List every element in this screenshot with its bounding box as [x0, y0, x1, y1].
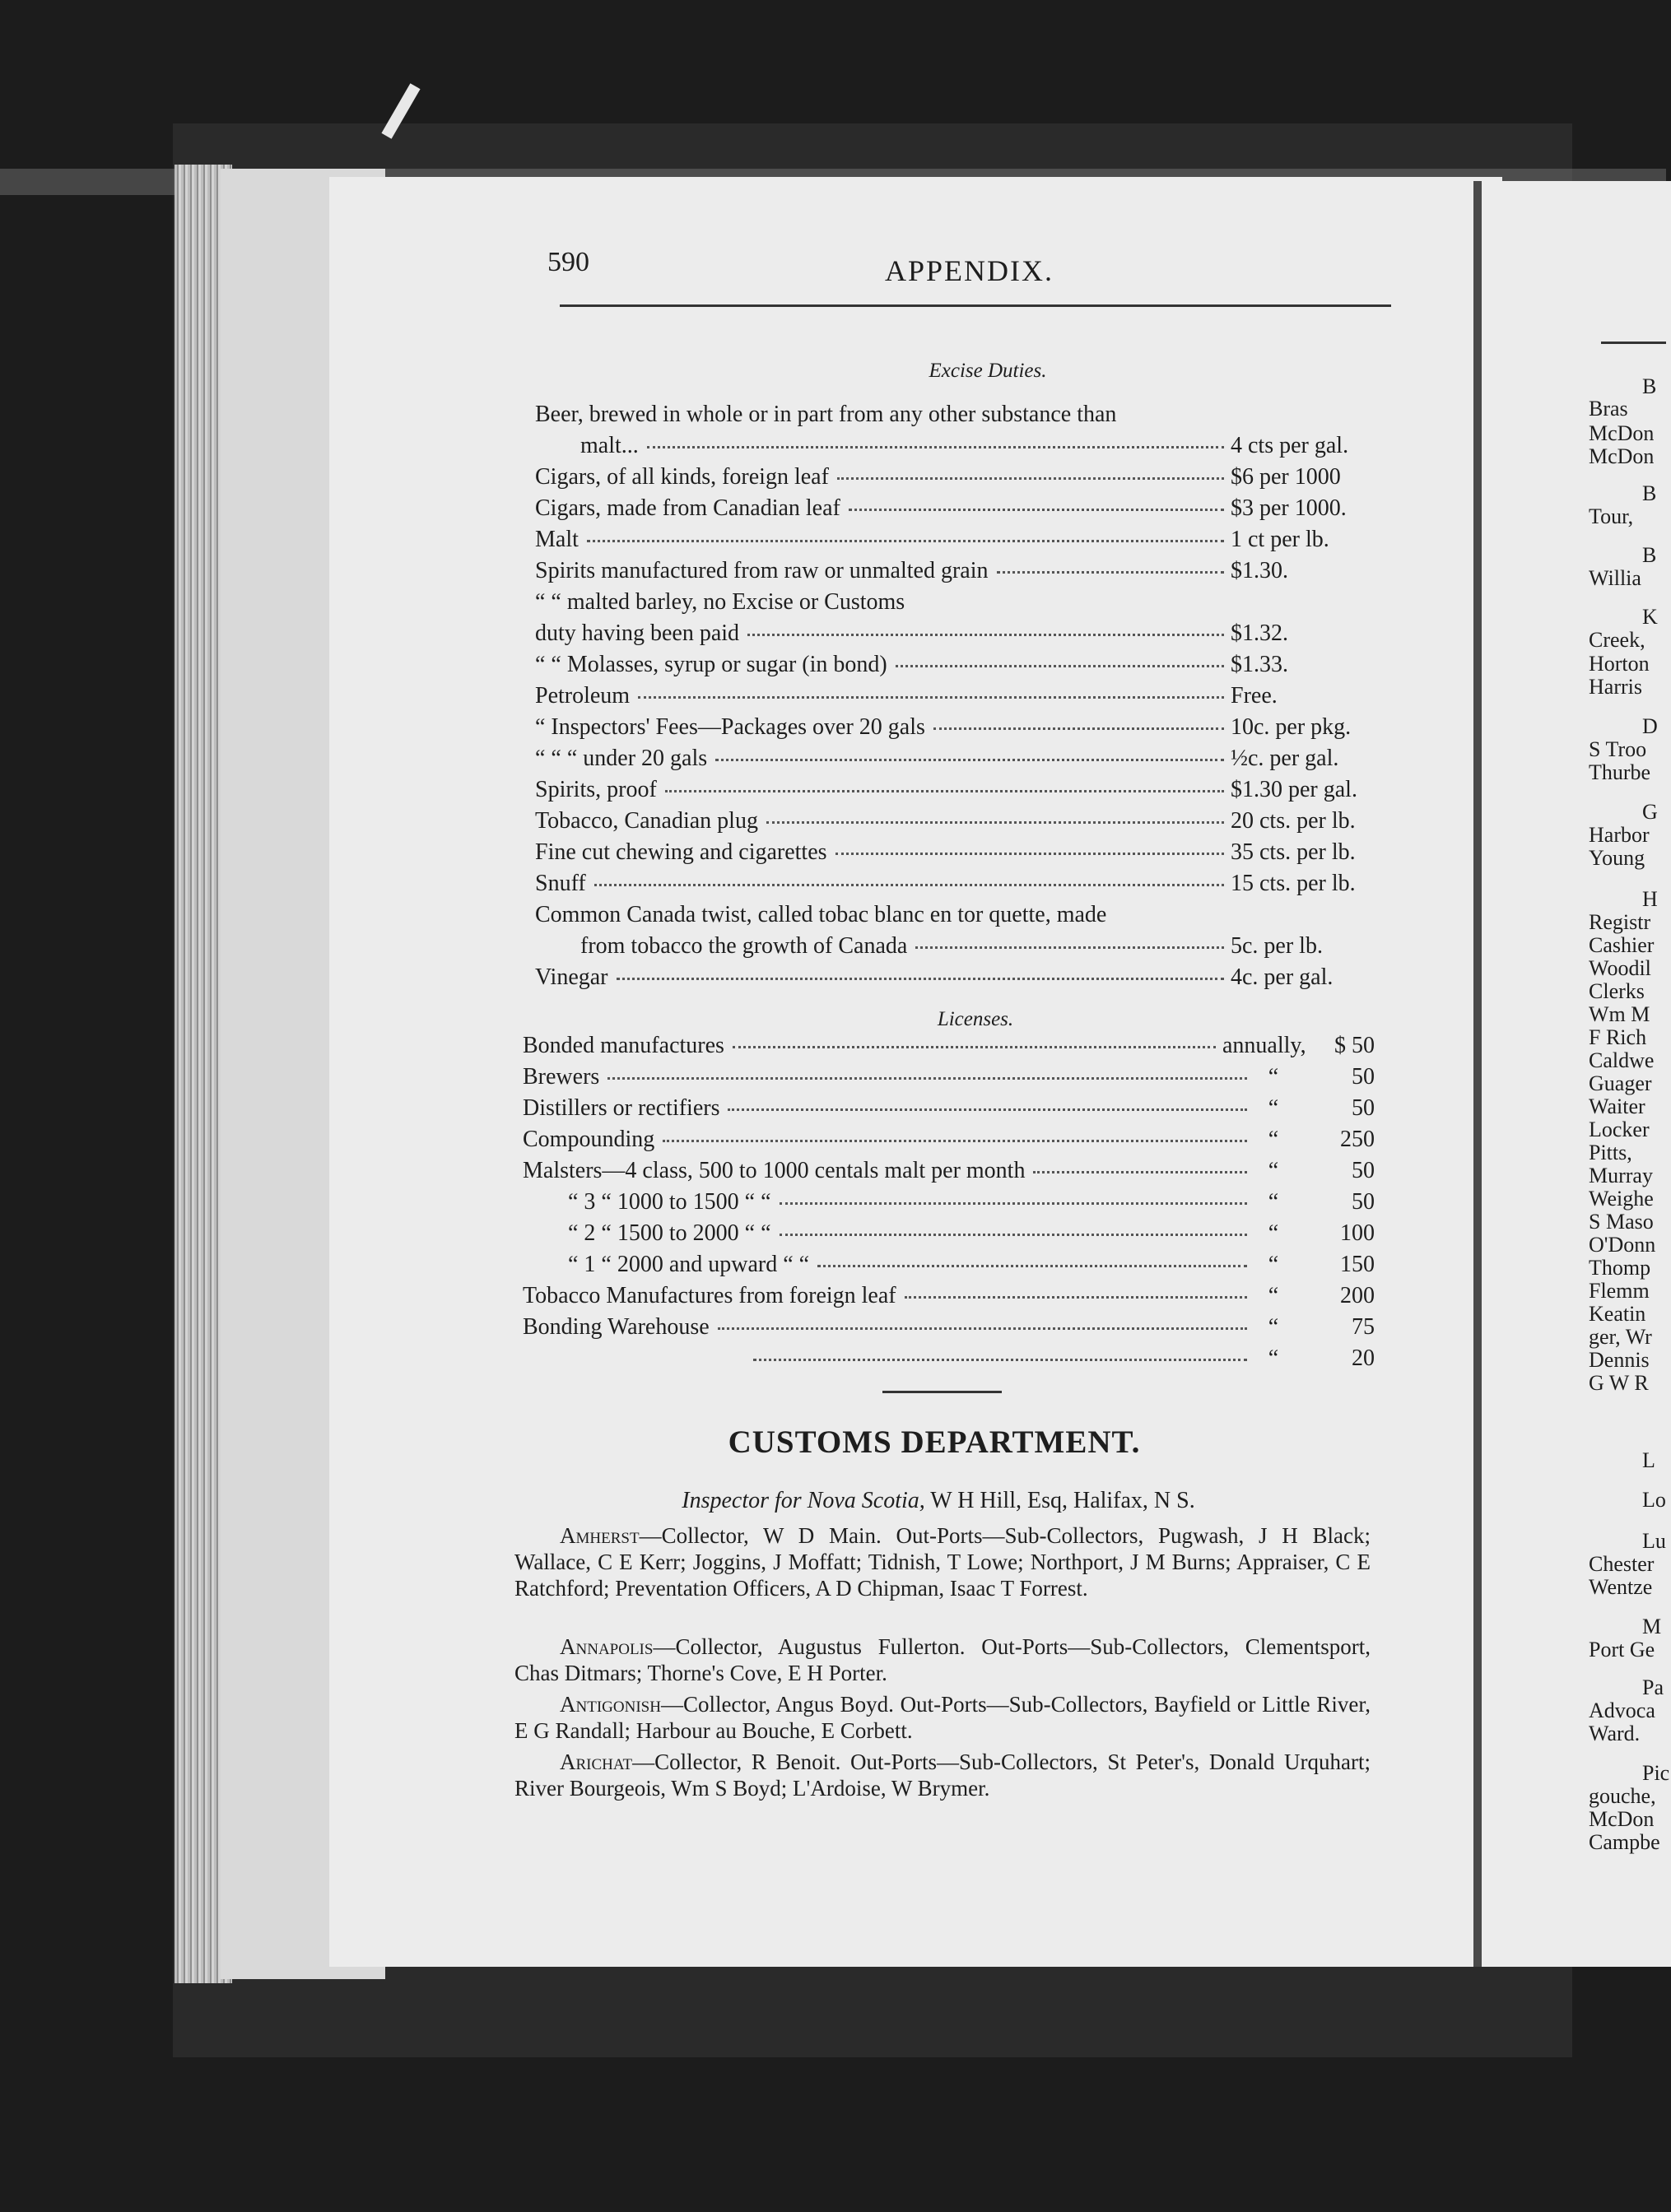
dot-leader: [607, 1077, 1247, 1080]
right-page-fragment: McDon: [1589, 1807, 1655, 1831]
port-details: —Collector, W D Main. Out-Ports—Sub-Collectors, Pugwash, J H Black; Wallace, C E Kerr; Joggins, J Moffatt; Tidnish, T Lowe; Northport, J M Burns; Appraiser, C E Ratchford; Preventation Officers, A D Chipman, Isaac T Forrest.: [514, 1523, 1371, 1601]
license-row: [523, 1283, 1387, 1314]
inspector-role: Inspector for Nova Scotia,: [682, 1488, 925, 1513]
right-page-fragment: Harris: [1589, 675, 1642, 699]
excise-row: [535, 589, 1391, 620]
right-page-fragment: Pitts,: [1589, 1141, 1632, 1164]
excise-item-value: 4c. per gal.: [1231, 964, 1334, 990]
license-ditto: “: [1268, 1064, 1279, 1090]
excise-row: [535, 527, 1391, 558]
right-page-fragment: McDon: [1589, 421, 1655, 445]
excise-row: [535, 433, 1391, 464]
license-amount: 50: [1352, 1064, 1375, 1090]
excise-item-text: “ “ malted barley, no Excise or Customs: [535, 589, 905, 615]
license-amount: $ 50: [1334, 1033, 1375, 1058]
right-page-fragment: Weighe: [1589, 1187, 1654, 1211]
right-page-fragment: Willia: [1589, 566, 1641, 590]
right-page-fragment: McDon: [1589, 444, 1655, 468]
dot-leader: [933, 727, 1224, 730]
right-page-fragment: Lu: [1642, 1529, 1666, 1553]
excise-item-value: 5c. per lb.: [1231, 933, 1323, 959]
port-details: —Collector, R Benoit. Out-Ports—Sub-Collectors, St Peter's, Donald Urquhart; River Bourgeois, Wm S Boyd; L'Ardoise, W Brymer.: [514, 1750, 1371, 1801]
excise-item-value: 20 cts. per lb.: [1231, 808, 1356, 834]
right-page-fragment: G: [1642, 800, 1658, 824]
port-name: Antigonish: [560, 1692, 661, 1717]
dot-leader: [997, 571, 1224, 574]
dot-leader: [896, 665, 1224, 667]
right-page-fragment: H: [1642, 887, 1658, 911]
excise-row: [535, 714, 1391, 746]
excise-item-value: 15 cts. per lb.: [1231, 871, 1356, 896]
excise-item-text: from tobacco the growth of Canada: [580, 933, 908, 959]
excise-item-value: $1.33.: [1231, 652, 1288, 677]
dot-leader: [663, 1140, 1247, 1142]
dot-leader: [587, 540, 1224, 542]
license-amount: 250: [1340, 1127, 1375, 1152]
excise-item-value: 4 cts per gal.: [1231, 433, 1349, 458]
right-page-fragment: Clerks: [1589, 979, 1645, 1003]
right-page-fragment: Waiter: [1589, 1094, 1645, 1118]
right-page-fragment: gouche,: [1589, 1784, 1656, 1808]
license-ditto: “: [1268, 1345, 1279, 1371]
right-page-fragment: Guager: [1589, 1071, 1652, 1095]
right-page-fragment: Cashier: [1589, 933, 1655, 957]
excise-item-value: 10c. per pkg.: [1231, 714, 1352, 740]
right-page-fragment: Chester: [1589, 1552, 1655, 1576]
excise-row: [535, 777, 1391, 808]
dot-leader: [747, 634, 1224, 636]
license-item-text: “ 1 “ 2000 and upward “ “: [568, 1252, 810, 1277]
right-page-fragment: B: [1642, 543, 1657, 567]
license-ditto: “: [1268, 1314, 1279, 1340]
right-page-fragment: Bras: [1589, 397, 1628, 421]
right-page-fragment: Young: [1589, 846, 1645, 870]
port-name: Arichat: [560, 1750, 633, 1774]
dot-leader: [647, 446, 1224, 448]
dot-leader: [753, 1359, 1247, 1361]
excise-row: [535, 558, 1391, 589]
excise-item-value: $6 per 1000: [1231, 464, 1341, 490]
right-page-fragment: Pa: [1642, 1675, 1664, 1699]
right-page-fragment: Locker: [1589, 1118, 1650, 1141]
port-name: Amherst: [560, 1523, 640, 1548]
dot-leader: [617, 978, 1224, 980]
excise-item-value: ½c. per gal.: [1231, 746, 1339, 771]
right-page-fragment: Harbor: [1589, 823, 1650, 847]
excise-row: [535, 620, 1391, 652]
right-page-fragment: Flemm: [1589, 1279, 1650, 1303]
right-page-fragment: Campbe: [1589, 1830, 1660, 1854]
license-item-text: Compounding: [523, 1127, 655, 1152]
excise-row: [535, 495, 1391, 527]
excise-row: [535, 902, 1391, 933]
license-row: [523, 1127, 1387, 1158]
dot-leader: [837, 477, 1224, 480]
license-row: [523, 1064, 1387, 1095]
right-page-fragment: Wentze: [1589, 1575, 1653, 1599]
licenses-heading: Licenses.: [937, 1008, 1014, 1030]
right-page-fragment: Ward.: [1589, 1722, 1641, 1745]
excise-row: [535, 964, 1391, 996]
excise-item-text: duty having been paid: [535, 620, 740, 646]
port-details: —Collector, Angus Boyd. Out-Ports—Sub-Collectors, Bayfield or Little River, E G Randall; Harbour au Bouche, E Corbett.: [514, 1692, 1371, 1743]
port-name: Annapolis: [560, 1634, 654, 1659]
customs-paragraph: [514, 1633, 1371, 1686]
inspector-name: W H Hill, Esq, Halifax, N S.: [924, 1488, 1195, 1513]
license-amount: 150: [1340, 1252, 1375, 1277]
right-page-fragment: Tour,: [1589, 504, 1634, 528]
right-page-fragment: Creek,: [1589, 628, 1645, 652]
right-page-fragment: Registr: [1589, 910, 1651, 934]
license-ditto: “: [1268, 1158, 1279, 1183]
page-title: APPENDIX.: [885, 254, 1054, 287]
excise-item-value: Free.: [1231, 683, 1278, 709]
excise-row: [535, 808, 1391, 839]
right-page-fragment: B: [1642, 374, 1657, 398]
excise-item-text: Snuff: [535, 871, 586, 896]
excise-item-text: Malt: [535, 527, 579, 552]
excise-heading: Excise Duties.: [929, 360, 1047, 382]
license-row: [523, 1345, 1387, 1377]
license-amount: 200: [1340, 1283, 1375, 1308]
right-page-fragment: Wm M: [1589, 1002, 1650, 1026]
license-row: [523, 1220, 1387, 1252]
license-amount: 100: [1340, 1220, 1375, 1246]
right-page-fragment: Woodil: [1589, 956, 1651, 980]
dot-leader: [728, 1108, 1247, 1111]
right-page-fragment: Advoca: [1589, 1698, 1655, 1722]
excise-row: [535, 746, 1391, 777]
license-item-text: Bonding Warehouse: [523, 1314, 710, 1340]
right-page-fragment: Thurbe: [1589, 760, 1651, 784]
page-header: [547, 247, 1395, 296]
license-row: [523, 1314, 1387, 1345]
dot-leader: [733, 1046, 1216, 1048]
license-item-text: Malsters—4 class, 500 to 1000 centals malt per month: [523, 1158, 1026, 1183]
customs-paragraph: [514, 1749, 1371, 1801]
right-page-fragment: Keatin: [1589, 1302, 1646, 1326]
excise-item-text: Common Canada twist, called tobac blanc en tor quette, made: [535, 902, 1107, 927]
license-item-text: Tobacco Manufactures from foreign leaf: [523, 1283, 896, 1308]
excise-row: [535, 933, 1391, 964]
license-amount: 50: [1352, 1189, 1375, 1215]
excise-row: [535, 839, 1391, 871]
dot-leader: [715, 759, 1224, 761]
excise-list: [535, 402, 1391, 996]
license-row: [523, 1158, 1387, 1189]
excise-item-text: “ “ Molasses, syrup or sugar (in bond): [535, 652, 887, 677]
right-page-rule: [1601, 342, 1666, 344]
right-page-fragment: Thomp: [1589, 1256, 1651, 1280]
excise-item-value: $1.32.: [1231, 620, 1288, 646]
excise-item-value: $1.30 per gal.: [1231, 777, 1357, 802]
right-page-fragment: M: [1642, 1615, 1662, 1638]
license-item-text: Brewers: [523, 1064, 600, 1090]
excise-item-value: 35 cts. per lb.: [1231, 839, 1356, 865]
excise-item-text: “ Inspectors' Fees—Packages over 20 gals: [535, 714, 925, 740]
right-page-fragment: F Rich: [1589, 1025, 1647, 1049]
dot-leader: [780, 1202, 1247, 1205]
dot-leader: [905, 1296, 1247, 1299]
right-page-fragment: Port Ge: [1589, 1638, 1655, 1661]
right-page-fragment: Horton: [1589, 652, 1650, 676]
excise-item-text: Cigars, made from Canadian leaf: [535, 495, 840, 521]
license-ditto: “: [1268, 1252, 1279, 1277]
right-page-fragment: Dennis: [1589, 1348, 1650, 1372]
excise-item-text: Vinegar: [535, 964, 608, 990]
right-page-fragment: D: [1642, 714, 1658, 738]
license-ditto: “: [1268, 1095, 1279, 1121]
right-page-fragment: Pic: [1642, 1761, 1670, 1785]
excise-item-value: 1 ct per lb.: [1231, 527, 1329, 552]
license-amount: 20: [1352, 1345, 1375, 1371]
inspector-line: [527, 1488, 1350, 1514]
license-item-text: “ 2 “ 1500 to 2000 “ “: [568, 1220, 771, 1246]
customs-paragraph: [514, 1691, 1371, 1744]
right-page-fragment: K: [1642, 605, 1658, 629]
dot-leader: [766, 821, 1224, 824]
excise-item-value: $3 per 1000.: [1231, 495, 1347, 521]
customs-title: CUSTOMS DEPARTMENT.: [728, 1424, 1141, 1460]
dot-leader: [1033, 1171, 1247, 1173]
excise-item-text: Beer, brewed in whole or in part from any other substance than: [535, 402, 1117, 427]
dot-leader: [836, 853, 1224, 855]
excise-row: [535, 683, 1391, 714]
license-item-text: “ 3 “ 1000 to 1500 “ “: [568, 1189, 771, 1215]
right-page-fragment: O'Donn: [1589, 1233, 1656, 1257]
excise-item-text: Tobacco, Canadian plug: [535, 808, 758, 834]
license-amount: 50: [1352, 1095, 1375, 1121]
dot-leader: [638, 696, 1224, 699]
excise-item-value: $1.30.: [1231, 558, 1288, 583]
dot-leader: [915, 946, 1224, 949]
license-ditto: “: [1268, 1283, 1279, 1308]
right-page-fragment: Caldwe: [1589, 1048, 1655, 1072]
excise-item-text: Cigars, of all kinds, foreign leaf: [535, 464, 829, 490]
excise-item-text: Spirits manufactured from raw or unmalted grain: [535, 558, 989, 583]
dot-leader: [849, 509, 1224, 511]
right-page-fragment: G W R: [1589, 1371, 1649, 1395]
dot-leader: [718, 1327, 1247, 1330]
license-amount: 50: [1352, 1158, 1375, 1183]
license-ditto: “: [1268, 1127, 1279, 1152]
license-ditto: “: [1268, 1220, 1279, 1246]
right-page-fragment: Murray: [1589, 1164, 1653, 1187]
license-amount: 75: [1352, 1314, 1375, 1340]
customs-paragraph: [514, 1522, 1371, 1601]
port-details: —Collector, Augustus Fullerton. Out-Ports—Sub-Collectors, Clementsport, Chas Ditmars; Thorne's Cove, E H Porter.: [514, 1634, 1371, 1685]
dot-leader: [594, 884, 1224, 886]
license-ditto: annually,: [1222, 1033, 1306, 1058]
licenses-list: [523, 1033, 1387, 1377]
section-divider: [882, 1391, 1002, 1393]
dot-leader: [817, 1265, 1247, 1267]
license-item-text: Bonded manufactures: [523, 1033, 724, 1058]
excise-item-text: Petroleum: [535, 683, 631, 709]
header-rule: [560, 304, 1391, 307]
excise-item-text: Spirits, proof: [535, 777, 657, 802]
license-row: [523, 1252, 1387, 1283]
right-page-fragment: Lo: [1642, 1488, 1666, 1512]
excise-item-text: “ “ “ under 20 gals: [535, 746, 708, 771]
excise-item-text: Fine cut chewing and cigarettes: [535, 839, 827, 865]
license-row: [523, 1189, 1387, 1220]
excise-item-text: malt...: [580, 433, 639, 458]
right-page-fragment: B: [1642, 481, 1657, 505]
page-number: 590: [547, 247, 589, 277]
license-ditto: “: [1268, 1189, 1279, 1215]
right-page-fragment: S Troo: [1589, 737, 1647, 761]
right-page-fragment: L: [1642, 1448, 1655, 1472]
excise-row: [535, 464, 1391, 495]
book-gutter: [1473, 181, 1482, 1967]
license-row: [523, 1033, 1387, 1064]
excise-row: [535, 652, 1391, 683]
dot-leader: [780, 1234, 1247, 1236]
right-page-fragment: ger, Wr: [1589, 1325, 1652, 1349]
license-item-text: Distillers or rectifiers: [523, 1095, 720, 1121]
license-row: [523, 1095, 1387, 1127]
excise-row: [535, 871, 1391, 902]
dot-leader: [665, 790, 1224, 792]
excise-row: [535, 402, 1391, 433]
right-page-fragment: S Maso: [1589, 1210, 1654, 1234]
